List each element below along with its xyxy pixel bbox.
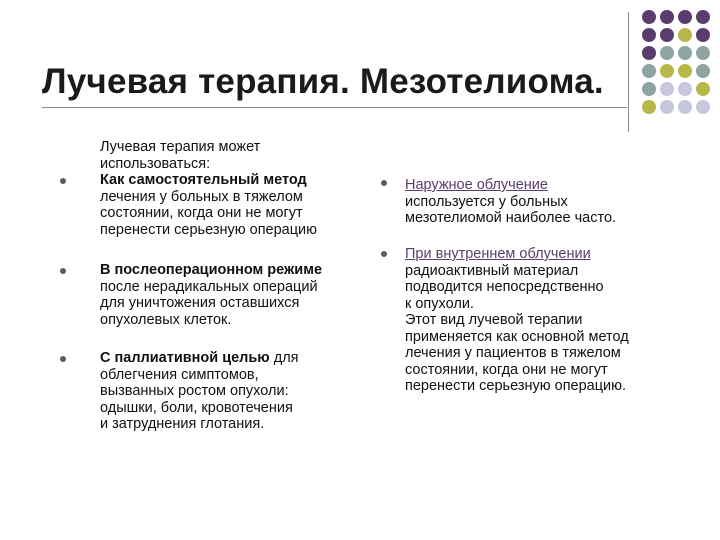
decor-dot xyxy=(660,100,674,114)
right-item-2-text: применяется как основной метод xyxy=(405,328,629,345)
left-item-1 xyxy=(100,139,317,238)
right-item-1-text: используется у больных xyxy=(405,193,568,210)
right-item-1 xyxy=(405,177,616,227)
decor-dot xyxy=(678,82,692,96)
bullet xyxy=(381,180,387,186)
right-item-2-text: Этот вид лучевой терапии xyxy=(405,312,583,328)
left-item-3-text: одышки, боли, кровотечения xyxy=(100,399,293,416)
left-item-1-text: перенести серьезную операцию xyxy=(100,221,318,238)
left-item-2 xyxy=(100,262,322,328)
decor-dot xyxy=(696,100,710,114)
slide-title: Лучевая терапия. Мезотелиома. xyxy=(42,62,604,101)
decor-dot xyxy=(642,28,656,42)
left-item-1-heading: Как самостоятельный метод xyxy=(100,172,307,188)
left-item-3-heading: С паллиативной целью xyxy=(100,350,270,366)
decor-dot xyxy=(642,82,656,96)
right-item-2-text: радиоактивный материал xyxy=(405,262,579,279)
decor-dot xyxy=(678,64,692,78)
right-item-2-text: к опухоли. xyxy=(405,295,474,312)
right-item-2-text: лечения у пациентов в тяжелом xyxy=(405,345,621,361)
left-item-3 xyxy=(100,350,299,433)
decor-dot xyxy=(678,10,692,24)
right-item-2-text: состоянии, когда они не могут xyxy=(405,361,608,378)
decor-dot xyxy=(696,64,710,78)
left-item-3-text: вызванных ростом опухоли: xyxy=(100,383,289,399)
decor-dot xyxy=(660,82,674,96)
right-item-2-text: подводится непосредственно xyxy=(405,279,604,295)
left-item-2-heading: В послеоперационном режиме xyxy=(100,262,323,278)
left-item-2-text: для уничтожения оставшихся xyxy=(100,295,300,311)
left-item-2-text: после нерадикальных операций xyxy=(100,278,318,295)
decor-dot xyxy=(642,46,656,60)
bullet xyxy=(60,356,66,362)
right-item-2 xyxy=(405,246,629,395)
bullet xyxy=(60,268,66,274)
decor-dot xyxy=(642,64,656,78)
right-item-1-heading: Наружное облучение xyxy=(405,177,548,193)
title-divider xyxy=(42,107,627,108)
decorative-dot-grid xyxy=(642,10,720,110)
decor-dot xyxy=(696,28,710,42)
left-item-1-intro: использоваться: xyxy=(100,155,211,172)
right-item-2-text: перенести серьезную операцию. xyxy=(405,378,627,394)
decor-dot xyxy=(642,100,656,114)
decor-dot xyxy=(696,82,710,96)
decor-dot xyxy=(660,10,674,24)
left-item-3-heading-tail: для xyxy=(269,350,299,366)
right-item-1-text: мезотелиомой наиболее часто. xyxy=(405,210,617,226)
decor-dot xyxy=(696,10,710,24)
bullet xyxy=(60,178,66,184)
decor-dot xyxy=(660,28,674,42)
left-item-1-intro: Лучевая терапия может xyxy=(100,139,261,155)
decor-dot xyxy=(678,46,692,60)
decor-dot xyxy=(642,10,656,24)
decor-dot xyxy=(678,100,692,114)
bullet xyxy=(381,251,387,257)
right-item-2-heading: При внутреннем облучении xyxy=(405,246,591,262)
decor-dot xyxy=(660,64,674,78)
decor-dot xyxy=(678,28,692,42)
left-item-3-text: облегчения симптомов, xyxy=(100,366,259,383)
left-item-2-text: опухолевых клеток. xyxy=(100,311,232,328)
left-item-1-text: состоянии, когда они не могут xyxy=(100,205,303,221)
left-item-1-text: лечения у больных в тяжелом xyxy=(100,188,303,205)
decor-dot xyxy=(696,46,710,60)
vertical-divider xyxy=(628,12,629,132)
decor-dot xyxy=(660,46,674,60)
left-item-3-text: и затруднения глотания. xyxy=(100,416,265,432)
